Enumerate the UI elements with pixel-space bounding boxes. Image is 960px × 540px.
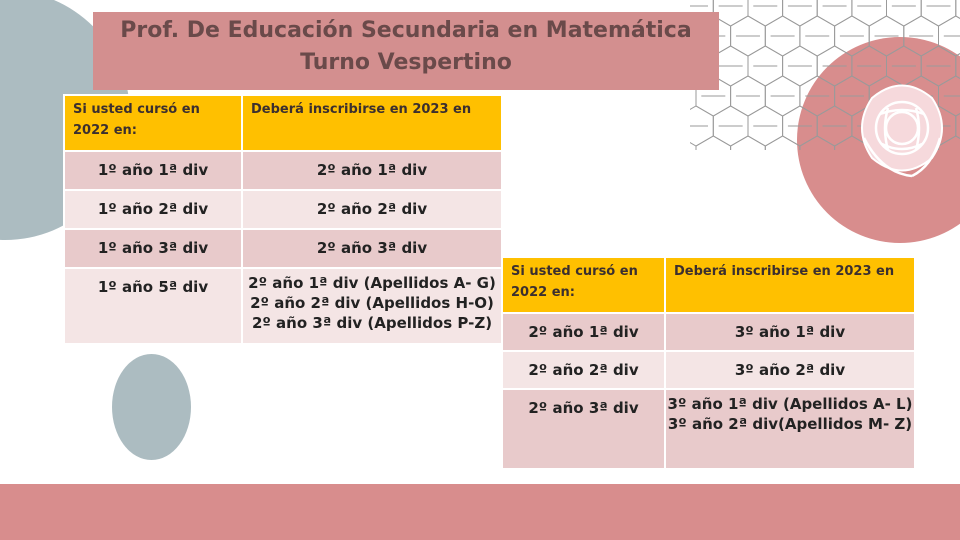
to-cell: 3º año 1ª div — [734, 323, 846, 341]
table-row — [502, 389, 915, 469]
to-cell-line: 2º año 1ª div (Apellidos A- G) — [248, 274, 496, 292]
to-cell-line: 3º año 2ª div(Apellidos M- Z) — [667, 415, 913, 433]
column-header-previous: Si usted cursó en 2022 en: — [64, 95, 242, 151]
from-cell: 1º año 5ª div — [97, 278, 209, 296]
table-row — [64, 229, 502, 268]
from-cell: 2º año 1ª div — [528, 323, 639, 341]
from-cell: 1º año 2ª div — [97, 200, 209, 218]
column-header-previous: Si usted cursó en 2022 en: — [502, 257, 665, 313]
footer-band — [0, 484, 960, 540]
from-cell: 1º año 3ª div — [97, 239, 209, 257]
rose-icon — [852, 78, 952, 188]
decorative-blob-small — [112, 354, 191, 460]
page-subtitle: Turno Vespertino — [300, 50, 512, 75]
to-cell-line: 3º año 1ª div (Apellidos A- L) — [667, 395, 913, 413]
to-cell: 2º año 2ª div — [316, 200, 428, 218]
column-header-next: Deberá inscribirse en 2023 en — [665, 257, 915, 313]
to-cell-line: 2º año 2ª div (Apellidos H-O) — [250, 294, 494, 312]
title-banner — [93, 12, 719, 90]
to-cell: 2º año 3ª div — [316, 239, 428, 257]
to-cell: 3º año 2ª div — [734, 361, 846, 379]
column-header-next: Deberá inscribirse en 2023 en — [242, 95, 502, 151]
from-cell: 2º año 2ª div — [528, 361, 639, 379]
enrollment-table-2 — [501, 256, 916, 470]
enrollment-table-1 — [63, 94, 503, 345]
table-row — [64, 151, 502, 190]
table-row — [64, 190, 502, 229]
page-title: Prof. De Educación Secundaria en Matemática — [120, 18, 692, 43]
to-cell-line: 2º año 3ª div (Apellidos P-Z) — [251, 314, 493, 332]
to-cell: 2º año 1ª div — [316, 161, 428, 179]
table-row — [502, 351, 915, 389]
table-row — [64, 268, 502, 344]
from-cell: 1º año 1ª div — [97, 161, 209, 179]
from-cell: 2º año 3ª div — [528, 399, 639, 417]
table-row — [502, 313, 915, 351]
